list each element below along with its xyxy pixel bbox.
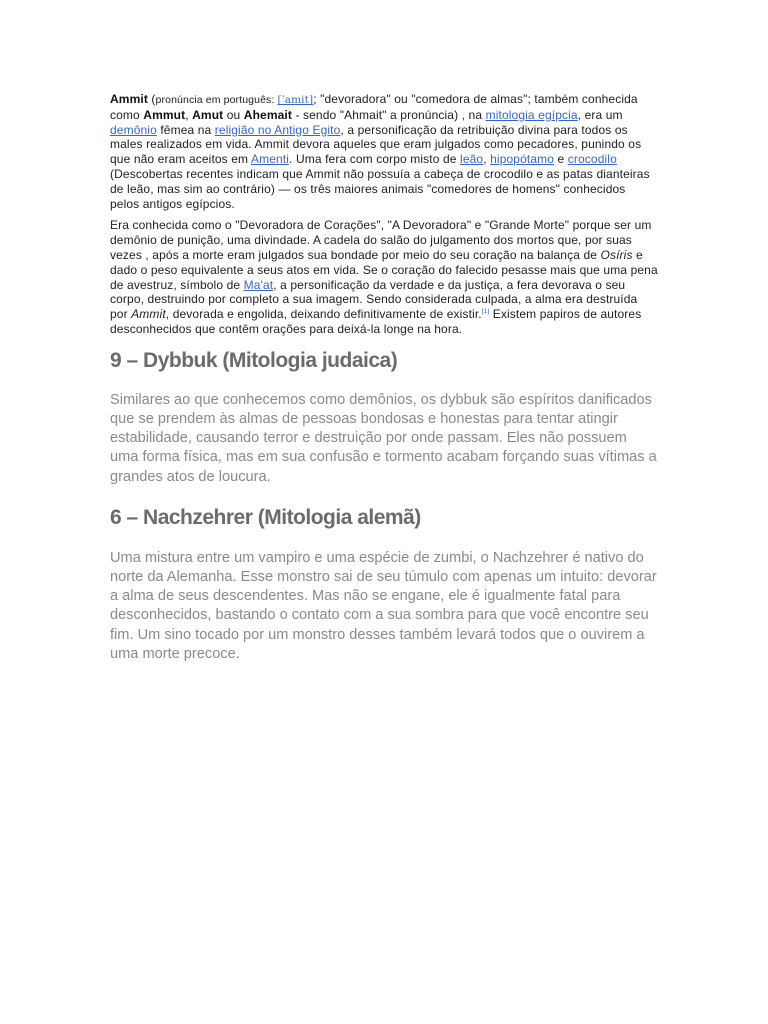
ammit-italic: Ammit xyxy=(131,307,166,322)
text: , a personificação da verdade e da justiça, a fera devorava o seu corpo, destruindo por completo a sua imagem. Sendo considerada culpada, a alma era destruída por xyxy=(110,277,638,322)
text: e xyxy=(554,152,568,167)
link-maat[interactable]: Ma'at xyxy=(243,277,274,292)
text: e dado o peso equivalente a seus atos em vida. Se o coração do falecido pesasse mais que uma pena de avestruz, símbolo de xyxy=(110,247,658,292)
ammit-paragraph-2 xyxy=(110,218,658,336)
link-hipopotamo[interactable]: hipopótamo xyxy=(490,152,555,167)
ammit-paragraph-1 xyxy=(110,92,658,211)
text: fêmea na xyxy=(156,122,215,137)
text: (Descobertas recentes indicam que Ammit não possuía a cabeça de crocodilo e as patas dianteiras de leão, mas sim ao contrário) — os três maiores animais "comedores de homens" conhecidos pelos antigos egípcios. xyxy=(110,166,650,211)
paragraph-dybbuk: Similares ao que conhecemos como demônios, os dybbuk são espíritos danificados que se prendem às almas de pessoas bondosas e honestas para tentar atingir estabilidade, causando terror e destruição por onde passam. Eles não possuem uma forma física, mas em sua confusão e tormento acabam forçando suas vítimas a grandes atos de loucura. xyxy=(110,391,657,485)
ipa-link[interactable]: [ˈamit] xyxy=(277,94,314,106)
pronunciation-label: pronúncia em português: xyxy=(155,94,278,106)
text: . Uma fera com corpo misto de xyxy=(289,152,461,167)
ammit-excerpt xyxy=(110,92,658,337)
alias-ahemait: Ahemait xyxy=(243,107,292,122)
link-crocodilo[interactable]: crocodilo xyxy=(567,152,617,167)
link-religiao[interactable]: religião no Antigo Egito xyxy=(214,122,341,137)
paragraph-nachzehrer: Uma mistura entre um vampiro e uma espécie de zumbi, o Nachzehrer é nativo do norte da Alemanha. Esse monstro sai de seu túmulo com apenas um intuito: devorar a alma de seus descendentes. Mas não se engane, ele é igualmente fatal para desconhecidos, bastando o contato com a sua sombra para que você encontre seu fim. Um sino tocado por um monstro desses também levará todos que o ouvirem a uma morte precoce. xyxy=(110,549,657,662)
heading-nachzehrer: 6 – Nachzehrer (Mitologia alemã) xyxy=(110,505,421,529)
text: - sendo "Ahmait" a pronúncia) , na xyxy=(291,107,486,122)
text: Existem papiros de autores desconhecidos que contêm orações para deixá-la longe na hora. xyxy=(110,307,642,336)
reference-link[interactable]: [1] xyxy=(481,308,490,316)
link-leao[interactable]: leão xyxy=(460,152,484,167)
link-mitologia-egipcia[interactable]: mitologia egípcia xyxy=(485,107,578,122)
paren: ( xyxy=(151,92,156,106)
text: , xyxy=(185,107,193,122)
text: , devorada e engolida, deixando definitivamente de existir. xyxy=(165,307,482,322)
text: Era conhecida como o "Devoradora de Corações", "A Devoradora" e "Grande Morte" porque ser um demônio de punição, uma divindade. A cadela do salão do julgamento dos mortos que, por suas vezes , após a morte eram julgados sua bondade por meio do seu coração na balança de xyxy=(110,218,652,262)
link-amenti[interactable]: Amenti xyxy=(250,152,290,167)
alias-ammut: Ammut xyxy=(143,107,186,122)
text: , a personificação da retribuição divina para todos os males realizados em vida. Ammit devora aqueles que eram julgados como pecadores, punindo os que não eram aceitos em xyxy=(110,122,642,167)
ammit-name: Ammit xyxy=(110,92,148,106)
link-demonio[interactable]: demônio xyxy=(110,122,157,137)
alias-amut: Amut xyxy=(192,107,224,122)
text: , era um xyxy=(577,107,623,122)
page xyxy=(110,92,658,664)
text: , xyxy=(483,152,491,167)
text: ; "devoradora" ou "comedora de almas"; também conhecida como xyxy=(110,92,638,122)
heading-dybbuk: 9 – Dybbuk (Mitologia judaica) xyxy=(110,348,398,372)
text: ou xyxy=(223,107,244,122)
osiris: Osíris xyxy=(600,247,633,262)
